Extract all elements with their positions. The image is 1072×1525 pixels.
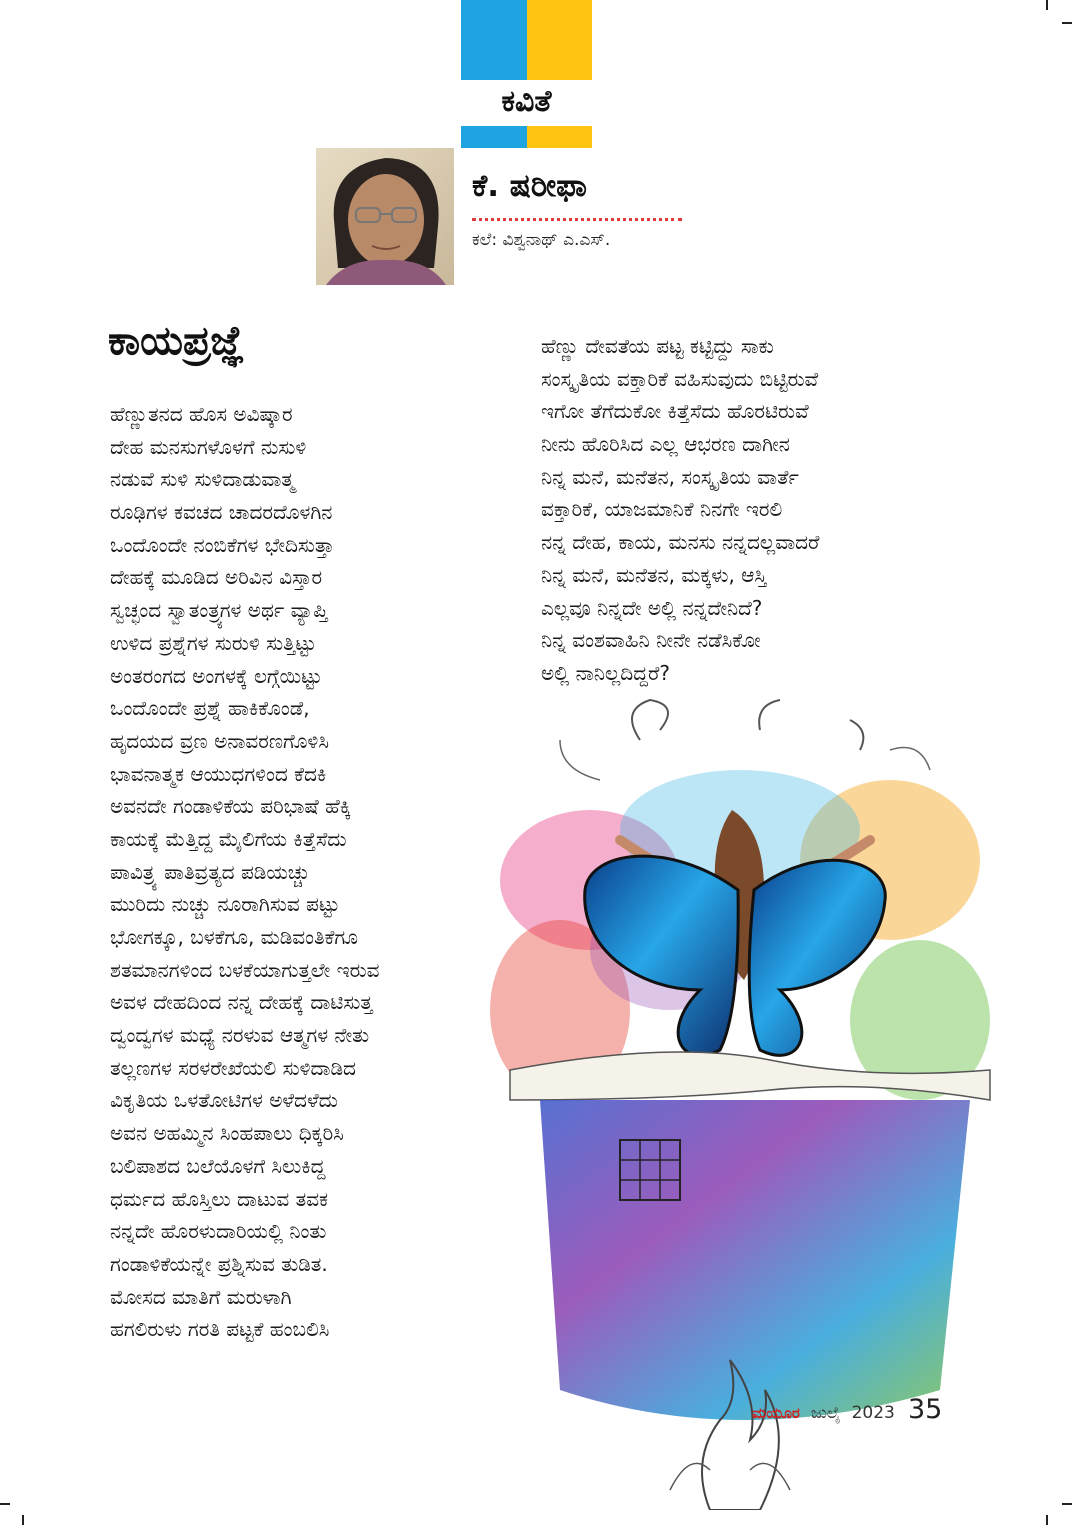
- page-number: 35: [907, 1394, 943, 1425]
- section-color-block-yellow: [527, 0, 592, 80]
- poem-line: ಗಂಡಾಳಿಕೆಯನ್ನೇ ಪ್ರಶ್ನಿಸುವ ತುಡಿತ.: [110, 1251, 328, 1276]
- poem-line: ಒಂದೊಂದೇ ನಂಬಿಕೆಗಳ ಭೇದಿಸುತ್ತಾ: [110, 532, 335, 557]
- poem-line: ಶತಮಾನಗಳಿಂದ ಬಳಕೆಯಾಗುತ್ತಲೇ ಇರುವ: [110, 957, 380, 982]
- poem-line: ದ್ವಂದ್ವಗಳ ಮಧ್ಯೆ ನರಳುವ ಆತ್ಮಗಳ ನೇತು: [110, 1023, 370, 1048]
- poem-line: ಅವನ ಅಹಮ್ಮಿನ ಸಿಂಹಪಾಲು ಧಿಕ್ಕರಿಸಿ: [110, 1121, 344, 1146]
- poem-line: ತಲ್ಲಣಗಳ ಸರಳರೇಖೆಯಲಿ ಸುಳಿದಾಡಿದ: [110, 1055, 356, 1080]
- poem-line: ನನ್ನದೇ ಹೊರಳುದಾರಿಯಲ್ಲಿ ನಿಂತು: [110, 1219, 327, 1244]
- butterfly-woman-illustration: [470, 690, 1010, 1510]
- poem-line: ಭಾವನಾತ್ಮಕ ಆಯುಧಗಳಿಂದ ಕೆದಕಿ: [110, 761, 327, 786]
- poem-line: ಹಗಲಿರುಳು ಗರತಿ ಪಟ್ಟಕೆ ಹಂಬಲಿಸಿ: [110, 1317, 330, 1342]
- poem-line: ಎಲ್ಲವೂ ನಿನ್ನದೇ ಅಲ್ಲಿ ನನ್ನದೇನಿದೆ?: [541, 595, 763, 620]
- poem-line: ಮುರಿದು ನುಚ್ಚು ನೂರಾಗಿಸುವ ಪಟ್ಟು: [110, 892, 340, 917]
- poem-line: ನೀನು ಹೊರಿಸಿದ ಎಲ್ಲ ಆಭರಣ ದಾಗೀನ: [541, 432, 790, 457]
- poem-line: ಹೆಣ್ಣುತನದ ಹೊಸ ಅವಿಷ್ಕಾರ: [110, 402, 293, 426]
- poem-line: ರೂಢಿಗಳ ಕವಚದ ಚಾದರದೊಳಗಿನ: [110, 500, 333, 525]
- poem-line: ಮೋಸದ ಮಾತಿಗೆ ಮರುಳಾಗಿ: [110, 1284, 292, 1309]
- poem-line: ಹೆಣ್ಣು ದೇವತೆಯ ಪಟ್ಟ ಕಟ್ಟಿದ್ದು ಸಾಕು: [541, 334, 774, 358]
- page-footer: [752, 1394, 942, 1425]
- poem-line: ಬಲಿಪಾಶದ ಬಲೆಯೊಳಗೆ ಸಿಲುಕಿದ್ದ: [110, 1153, 326, 1178]
- poem-line: ಸಂಸ್ಕೃತಿಯ ವಕ್ತಾರಿಕೆ ವಹಿಸುವುದು ಬಿಟ್ಟಿರುವೆ: [541, 366, 819, 391]
- poem-line: ಹೃದಯದ ವ್ರಣ ಅನಾವರಣಗೊಳಿಸಿ: [110, 728, 329, 753]
- section-label: ಕವಿತೆ: [501, 84, 552, 119]
- poem-line: ನಡುವೆ ಸುಳಿ ಸುಳಿದಾಡುವಾತ್ಮ: [110, 467, 295, 492]
- crop-mark-top-right: [1046, 0, 1048, 10]
- section-bar-yellow: [527, 126, 592, 148]
- poem-line: ನಿನ್ನ ಮನೆ, ಮನೆತನ, ಸಂಸ್ಕೃತಿಯ ವಾರ್ತೆ: [541, 464, 799, 489]
- magazine-brand: ಮಯೂರ: [752, 1404, 800, 1422]
- poem-line: ಕಾಯಕ್ಕೆ ಮೆತ್ತಿದ್ದ ಮೈಲಿಗೆಯ ಕಿತ್ತೆಸೆದು: [110, 826, 347, 851]
- crop-mark-right-upper: [1062, 22, 1072, 24]
- poem-line: ಧರ್ಮದ ಹೊಸ್ತಿಲು ದಾಟುವ ತವಕ: [110, 1186, 329, 1211]
- poem-line: ನಿನ್ನ ಮನೆ, ಮನೆತನ, ಮಕ್ಕಳು, ಆಸ್ತಿ: [541, 562, 767, 587]
- poem-line: ಅವನದೇ ಗಂಡಾಳಿಕೆಯ ಪರಿಭಾಷೆ ಹೆಕ್ಕಿ: [110, 794, 352, 819]
- poem-line: ನನ್ನ ದೇಹ, ಕಾಯ, ಮನಸು ನನ್ನದಲ್ಲವಾದರೆ: [541, 530, 820, 555]
- poem-line: ಅವಳ ದೇಹದಿಂದ ನನ್ನ ದೇಹಕ್ಕೆ ದಾಟಿಸುತ್ತ: [110, 990, 373, 1015]
- art-credit: ಕಲೆ: ವಿಶ್ವನಾಥ್ ಎ.ಎಸ್.: [472, 230, 611, 250]
- poem-line: ಉಳಿದ ಪ್ರಶ್ನೆಗಳ ಸುರುಳಿ ಸುತ್ತಿಟ್ಟು: [110, 630, 317, 655]
- author-portrait: [316, 148, 454, 285]
- poem-line: ದೇಹ ಮನಸುಗಳೊಳಗೆ ನುಸುಳಿ: [110, 434, 307, 459]
- poem-line: ವಿಕೃತಿಯ ಒಳತೋಟಿಗಳ ಅಳೆದಳೆದು: [110, 1088, 338, 1113]
- poem-line: ಭೋಗಕ್ಕೂ, ಬಳಕೆಗೂ, ಮಡಿವಂತಿಕೆಗೂ: [110, 925, 358, 949]
- poem-column-right: [541, 330, 819, 690]
- poem-line: ಸ್ವಚ್ಛಂದ ಸ್ವಾತಂತ್ರ್ಯಗಳ ಅರ್ಥ ವ್ಯಾಪ್ತಿ: [110, 598, 328, 623]
- poem-line: ಅಂತರಂಗದ ಅಂಗಳಕ್ಕೆ ಲಗ್ಗೆಯಿಟ್ಟು: [110, 663, 323, 688]
- poem-line: ನಿನ್ನ ವಂಶವಾಹಿನಿ ನೀನೇ ನಡೆಸಿಕೋ: [541, 628, 761, 653]
- poem-line: ಇಗೋ ತೆಗೆದುಕೋ ಕಿತ್ತೆಸೆದು ಹೊರಟಿರುವೆ: [541, 399, 809, 424]
- poem-column-left: [110, 398, 379, 1346]
- crop-mark-bottom-left: [22, 1515, 24, 1525]
- author-name: ಕೆ. ಷರೀಫಾ: [472, 168, 587, 204]
- crop-mark-right-lower: [1062, 1503, 1072, 1505]
- issue-year: 2023: [851, 1403, 895, 1423]
- dotted-divider: [472, 218, 682, 221]
- section-bar-blue: [461, 126, 527, 148]
- poem-line: ದೇಹಕ್ಕೆ ಮೂಡಿದ ಅರಿವಿನ ವಿಸ್ತಾರ: [110, 565, 323, 590]
- poem-line: ಅಲ್ಲಿ ನಾನಿಲ್ಲದಿದ್ದರೆ?: [541, 660, 670, 685]
- issue-month: ಜುಲೈ: [810, 1403, 841, 1422]
- poem-line: ವಕ್ತಾರಿಕೆ, ಯಾಜಮಾನಿಕೆ ನಿನಗೇ ಇರಲಿ: [541, 497, 783, 522]
- crop-mark-bottom-right: [1046, 1515, 1048, 1525]
- poem-title: ಕಾಯಪ್ರಜ್ಞೆ: [108, 318, 245, 364]
- poem-line: ಪಾವಿತ್ರ್ಯ ಪಾತಿವ್ರತ್ಯದ ಪಡಿಯಚ್ಚು: [110, 859, 310, 884]
- crop-mark-left-lower: [0, 1503, 10, 1505]
- poem-line: ಒಂದೊಂದೇ ಪ್ರಶ್ನೆ ಹಾಕಿಕೊಂಡೆ,: [110, 696, 310, 721]
- section-color-block-blue: [461, 0, 527, 80]
